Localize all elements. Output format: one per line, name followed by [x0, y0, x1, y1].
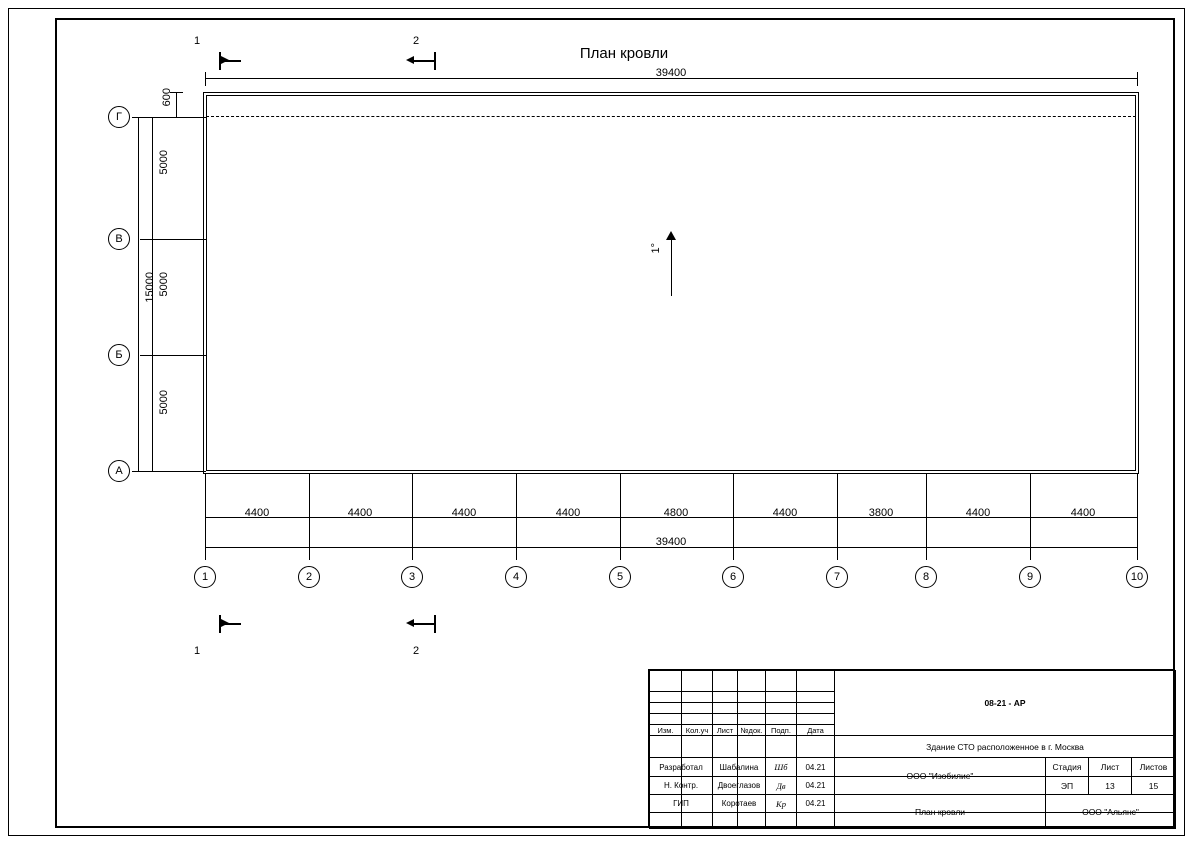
section-label-2-bottom: 2 [413, 645, 420, 657]
bdim-tick-1 [205, 511, 206, 524]
slope-value-label: 1° [650, 243, 662, 254]
boverall-tick-right [1137, 541, 1138, 554]
bdim-tick-3 [412, 511, 413, 524]
stamp-sheets-header: Листов [1139, 762, 1168, 772]
bdim-tick-4 [516, 511, 517, 524]
vdim-label-b-a: 5000 [158, 390, 170, 415]
stamp-name-1: Двоеглазов [717, 781, 761, 790]
stamp-sheets-value: 15 [1148, 780, 1159, 791]
stamp-stage-value: ЭП [1060, 780, 1074, 791]
stamp-sheet-name: План кровли [914, 806, 966, 817]
axis-bubble-1: 1 [194, 566, 216, 588]
axis-bubble-b: Б [108, 344, 130, 366]
stamp-col-ndok: №док. [740, 725, 763, 735]
bdim-label-5-6: 4800 [663, 507, 689, 519]
stamp-date-0: 04.21 [805, 762, 826, 772]
bdim-label-3-4: 4400 [451, 507, 477, 519]
stamp-name-0: Шабалина [719, 762, 759, 772]
vdim-tick-b [146, 355, 159, 356]
stamp-date-2: 04.21 [805, 799, 826, 808]
vertical-overall-dim-label: 15000 [144, 272, 156, 303]
parapet-inner-edge-dashed [206, 116, 1136, 117]
section-label-1-top: 1 [194, 35, 201, 47]
bottom-overall-dim-label: 39400 [655, 536, 687, 548]
top-dim-tick-left [205, 72, 206, 86]
bdim-tick-8 [926, 511, 927, 524]
top-dim-tick-right [1137, 72, 1138, 86]
axis-bubble-3: 3 [401, 566, 423, 588]
bdim-label-8-9: 4400 [965, 507, 991, 519]
bdim-label-1-2: 4400 [244, 507, 270, 519]
vertical-overall-dim-line [138, 117, 139, 471]
bdim-tick-2 [309, 511, 310, 524]
axis-bubble-5: 5 [609, 566, 631, 588]
axis-bubble-9: 9 [1019, 566, 1041, 588]
voverall-tick-bottom [132, 471, 145, 472]
bdim-label-6-7: 4400 [772, 507, 798, 519]
stamp-sheet-value: 13 [1105, 780, 1115, 791]
vdim-label-g-v: 5000 [158, 150, 170, 175]
axis-bubble-v: В [108, 228, 130, 250]
stamp-role-1: Н. Контр. [663, 781, 699, 790]
top-overall-dim-label: 39400 [655, 67, 687, 79]
parapet-dim-label: 600 [161, 88, 173, 107]
vdim-tick-v [146, 239, 159, 240]
page-title: План кровли [579, 45, 669, 62]
parapet-dim-line [176, 92, 177, 117]
stamp-signature-2: Кр [776, 798, 786, 809]
bdim-tick-6 [733, 511, 734, 524]
bdim-label-7-8: 3800 [868, 507, 894, 519]
vdim-label-v-b: 5000 [158, 272, 170, 297]
stamp-col-data: Дата [807, 725, 824, 735]
axis-bubble-2: 2 [298, 566, 320, 588]
voverall-tick-top [132, 117, 145, 118]
section-label-2-top: 2 [413, 35, 420, 47]
bdim-label-2-3: 4400 [347, 507, 373, 519]
stamp-col-koluch: Кол.уч [685, 725, 709, 735]
stamp-col-izm: Изм. [657, 725, 674, 735]
stamp-stage-header: Стадия [1052, 762, 1082, 772]
axis-bubble-g: Г [108, 106, 130, 128]
stamp-signature-1: Дв [776, 780, 786, 791]
axis-bubble-7: 7 [826, 566, 848, 588]
bdim-label-4-5: 4400 [555, 507, 581, 519]
axis-bubble-8: 8 [915, 566, 937, 588]
bdim-tick-10 [1137, 511, 1138, 524]
stamp-role-0: Разработал [659, 762, 703, 772]
parapet-tick-bottom [170, 117, 183, 118]
boverall-tick-left [205, 541, 206, 554]
bdim-tick-5 [620, 511, 621, 524]
stamp-col-list: Лист [716, 725, 734, 735]
stamp-sheet-header: Лист [1100, 762, 1120, 772]
vdim-tick-a [146, 471, 159, 472]
stamp-object-name: Здание СТО расположенное в г. Москва [926, 741, 1084, 752]
section-label-1-bottom: 1 [194, 645, 201, 657]
bdim-label-9-10: 4400 [1070, 507, 1096, 519]
vdim-tick-g [146, 117, 159, 118]
stamp-project-code: 08-21 - АР [984, 698, 1026, 708]
bdim-tick-9 [1030, 511, 1031, 524]
stamp-company: ООО "Изобилие" [906, 771, 974, 781]
axis-bubble-a: А [108, 460, 130, 482]
stamp-date-1: 04.21 [805, 781, 826, 790]
stamp-name-2: Коротаев [721, 799, 757, 808]
title-block [648, 669, 1175, 828]
axis-bubble-10: 10 [1126, 566, 1148, 588]
stamp-col-podp: Подп. [771, 725, 791, 735]
stamp-role-2: ГИП [673, 799, 689, 808]
bdim-tick-7 [837, 511, 838, 524]
stamp-signature-0: Шб [774, 762, 788, 772]
axis-bubble-4: 4 [505, 566, 527, 588]
stamp-designer-company: ООО "Альянс" [1082, 806, 1139, 817]
axis-bubble-6: 6 [722, 566, 744, 588]
